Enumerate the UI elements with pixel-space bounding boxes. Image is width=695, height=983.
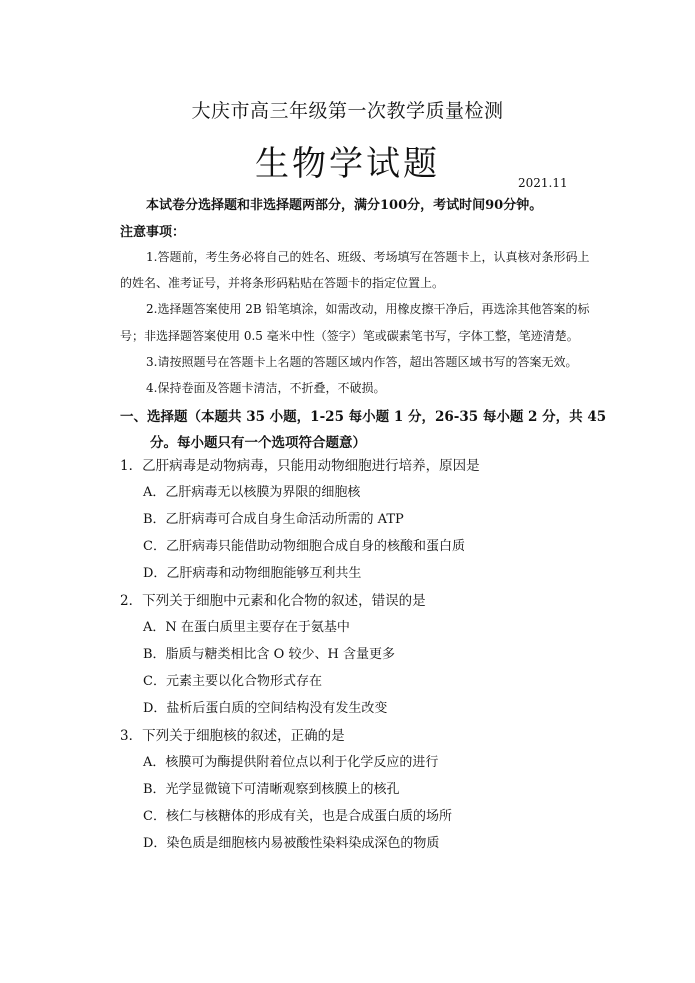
notice-item: 4.保持卷面及答题卡清洁，不折叠，不破损。 bbox=[146, 381, 386, 395]
question-1-option-a: A．乙肝病毒无以核膜为界限的细胞核 bbox=[143, 485, 361, 500]
question-3-option-a: A．核膜可为酶提供附着位点以利于化学反应的进行 bbox=[143, 755, 439, 770]
notice-item: 1.答题前，考生务必将自己的姓名、班级、考场填写在答题卡上，认真核对条形码上 bbox=[146, 250, 590, 264]
question-1-option-c: C．乙肝病毒只能借助动物细胞合成自身的核酸和蛋白质 bbox=[143, 539, 465, 554]
question-3-option-d: D．染色质是细胞核内易被酸性染料染成深色的物质 bbox=[143, 836, 440, 851]
notice-item: 的姓名、准考证号，并将条形码粘贴在答题卡的指定位置上。 bbox=[120, 276, 445, 290]
question-1-option-d: D．乙肝病毒和动物细胞能够互利共生 bbox=[143, 566, 362, 581]
question-stem-2: 2．下列关于细胞中元素和化合物的叙述，错误的是 bbox=[120, 593, 426, 609]
exam-date: 2021.11 bbox=[518, 176, 568, 190]
section-heading: 一、选择题（本题共 35 小题，1-25 每小题 1 分，26-35 每小题 2 分，共 45 bbox=[120, 409, 607, 425]
section-heading-continued: 分。每小题只有一个选项符合题意） bbox=[150, 435, 366, 451]
question-2-option-d: D．盐析后蛋白质的空间结构没有发生改变 bbox=[143, 701, 388, 716]
subject-title: 生物学试题 bbox=[255, 144, 440, 184]
question-stem-1: 1．乙肝病毒是动物病毒，只能用动物细胞进行培养，原因是 bbox=[120, 458, 480, 474]
exam-summary: 本试卷分选择题和非选择题两部分，满分100分，考试时间90分钟。 bbox=[146, 198, 543, 213]
question-stem-3: 3．下列关于细胞核的叙述，正确的是 bbox=[120, 728, 345, 744]
notice-item: 号；非选择题答案使用 0.5 毫米中性（签字）笔或碳素笔书写，字体工整，笔迹清楚。 bbox=[120, 329, 579, 343]
notice-item: 3.请按照题号在答题卡上名题的答题区域内作答，超出答题区域书写的答案无效。 bbox=[146, 355, 578, 369]
question-3-option-b: B．光学显微镜下可清晰观察到核膜上的核孔 bbox=[143, 782, 400, 797]
exam-name: 大庆市高三年级第一次教学质量检测 bbox=[191, 100, 504, 122]
notice-item: 2.选择题答案使用 2B 铅笔填涂，如需改动，用橡皮擦干净后，再选涂其他答案的标 bbox=[146, 302, 590, 316]
question-2-option-c: C．元素主要以化合物形式存在 bbox=[143, 674, 322, 689]
question-1-option-b: B．乙肝病毒可合成自身生命活动所需的 ATP bbox=[143, 512, 404, 527]
question-2-option-a: A．N 在蛋白质里主要存在于氨基中 bbox=[143, 620, 350, 635]
question-2-option-b: B．脂质与糖类相比含 O 较少、H 含量更多 bbox=[143, 647, 395, 662]
question-3-option-c: C．核仁与核糖体的形成有关，也是合成蛋白质的场所 bbox=[143, 809, 452, 824]
notice-title: 注意事项： bbox=[120, 225, 186, 240]
